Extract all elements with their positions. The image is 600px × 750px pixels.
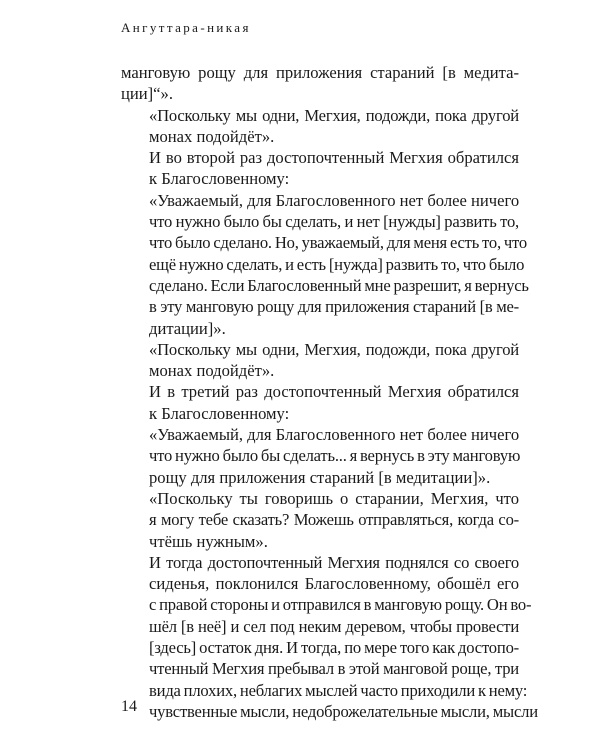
text-line: ещё нужно сделать, и есть [нужда] развить то, что было xyxy=(149,254,525,274)
paragraph xyxy=(121,381,519,424)
text-line: «Уважаемый, для Благословенного нет более ничего xyxy=(149,190,520,210)
text-line: И во второй раз достопочтенный Мегхия обратился xyxy=(149,148,519,168)
text-line: «Уважаемый, для Благословенного нет более ничего xyxy=(149,425,520,445)
text-line: я могу тебе сказать? Можешь отправляться, когда со- xyxy=(149,510,519,530)
text-line: И тогда достопочтенный Мегхия поднялся со своего xyxy=(149,552,519,572)
paragraph xyxy=(121,62,519,105)
text-line: рощу для приложения стараний [в медитации]». xyxy=(149,467,491,487)
text-line: шёл [в неё] и сел под неким деревом, чтобы провести xyxy=(149,616,519,636)
text-line: [здесь] остаток дня. И тогда, по мере того как достопо- xyxy=(149,638,519,658)
paragraph xyxy=(121,339,519,382)
paragraph xyxy=(121,190,529,339)
page-number: 14 xyxy=(121,698,137,715)
text-line: манговую рощу для приложения стараний [в медита- xyxy=(121,63,519,82)
text-line: к Благословенному: xyxy=(149,403,290,423)
text-line: что нужно было бы сделать, и нет [нужды] развить то, xyxy=(149,212,519,232)
text-line: в эту манговую рощу для приложения стараний [в ме- xyxy=(149,297,519,317)
text-line: ции]“». xyxy=(121,84,173,104)
text-line: вида плохих, неблагих мыслей часто приходили к нему: xyxy=(149,680,528,700)
text-line: «Поскольку мы одни, Мегхия, подожди, пока другой xyxy=(149,105,519,125)
text-line: «Поскольку ты говоришь о старании, Мегхия, что xyxy=(149,488,519,508)
text-line: «Поскольку мы одни, Мегхия, подожди, пока другой xyxy=(149,339,519,359)
paragraph xyxy=(121,105,519,148)
paragraph xyxy=(121,488,519,552)
text-line: чувственные мысли, недоброжелательные мысли, мысли xyxy=(149,701,538,721)
text-line: чтёшь нужным». xyxy=(149,531,268,551)
text-line: монах подойдёт». xyxy=(149,361,275,381)
text-line: что нужно было бы сделать... я вернусь в эту манговую xyxy=(149,446,521,466)
paragraph xyxy=(121,147,519,190)
paragraph xyxy=(121,424,519,488)
text-line: к Благословенному: xyxy=(149,169,290,189)
text-line: что было сделано. Но, уважаемый, для меня есть то, что xyxy=(149,233,527,253)
text-line: И в третий раз достопочтенный Мегхия обратился xyxy=(149,382,519,402)
body-text xyxy=(121,62,538,722)
running-head: Ангуттара-никая xyxy=(121,20,251,35)
text-line: с правой стороны и отправился в манговую рощу. Он во- xyxy=(149,595,532,615)
paragraph xyxy=(121,552,538,722)
text-line: сиденья, поклонился Благословенному, обошёл его xyxy=(149,574,519,594)
text-line: чтенный Мегхия пребывал в этой манговой роще, три xyxy=(149,659,519,679)
text-line: монах подойдёт». xyxy=(149,126,275,146)
text-line: сделано. Если Благословенный мне разрешит, я вернусь xyxy=(149,275,529,295)
text-line: дитации]». xyxy=(149,318,226,338)
